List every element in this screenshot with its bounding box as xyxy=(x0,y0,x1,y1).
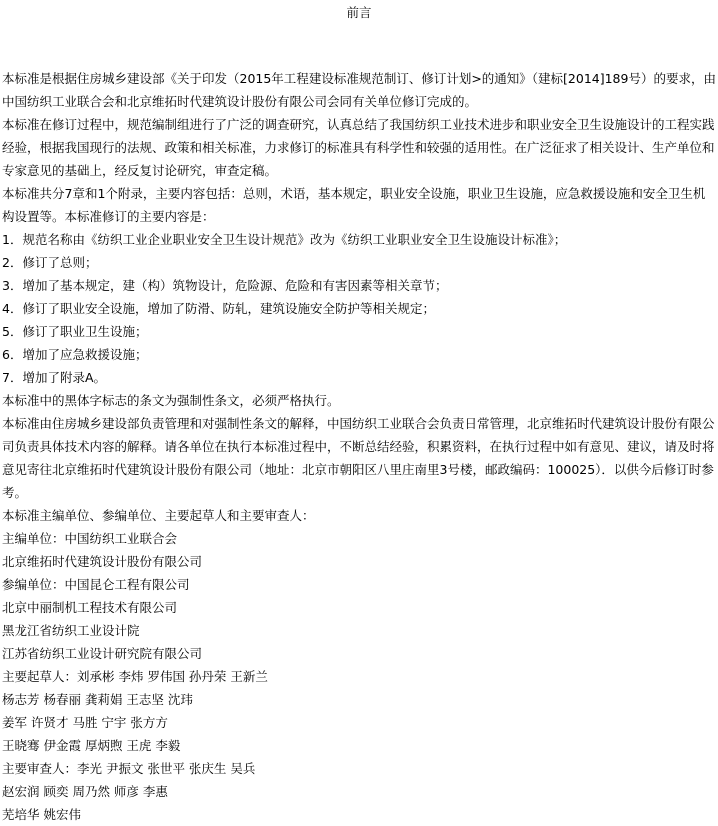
paragraph: 王晓骞 伊金霞 厚炳煦 王虎 李毅 xyxy=(2,738,181,753)
paragraph: 北京维拓时代建筑设计股份有限公司 xyxy=(2,554,203,569)
paragraph: 参编单位：中国昆仑工程有限公司 xyxy=(2,577,190,592)
paragraph: 3．增加了基本规定，建（构）筑物设计，危险源、危险和有害因素等相关章节； xyxy=(2,278,448,293)
document-title: 前言 xyxy=(346,5,372,20)
paragraph: 杨志芳 杨春丽 龚莉娟 王志坚 沈玮 xyxy=(2,692,193,707)
paragraph: 北京中丽制机工程技术有限公司 xyxy=(2,600,178,615)
paragraph: 本标准主编单位、参编单位、主要起草人和主要审查人： xyxy=(2,508,315,523)
paragraph: 7．增加了附录A。 xyxy=(2,370,107,385)
paragraph: 本标准在修订过程中，规范编制组进行了广泛的调查研究，认真总结了我国纺织工业技术进步和职业安全卫生设施设计的工程实践经验，根据我国现行的法规、政策和相关标准，力求修订的标准具有科学性和较强的适用性。在广泛征求了相关设计、生产单位和专家意见的基础上，经反复讨论研究，审查定稿。 xyxy=(2,117,715,178)
paragraph: 江苏省纺织工业设计研究院有限公司 xyxy=(2,646,203,661)
paragraph: 本标准共分7章和1个附录，主要内容包括：总则，术语，基本规定，职业安全设施，职业卫生设施，应急救援设施和安全卫生机构设置等。本标准修订的主要内容是： xyxy=(2,186,706,224)
paragraph: 赵宏润 顾奕 周乃然 师彦 李惠 xyxy=(2,784,168,799)
paragraph: 姜军 许贤才 马胜 宁宇 张方方 xyxy=(2,715,168,730)
paragraph: 黑龙江省纺织工业设计院 xyxy=(2,623,140,638)
paragraph: 主要起草人：刘承彬 李炜 罗伟国 孙丹荣 王新兰 xyxy=(2,669,268,684)
paragraph: 6．增加了应急救援设施； xyxy=(2,347,148,362)
paragraph: 4．修订了职业安全设施，增加了防滑、防轧，建筑设施安全防护等相关规定； xyxy=(2,301,435,316)
paragraph: 主要审查人：李光 尹振文 张世平 张庆生 吴兵 xyxy=(2,761,256,776)
paragraph: 1．规范名称由《纺织工业企业职业安全卫生设计规范》改为《纺织工业职业安全卫生设施设计标准》； xyxy=(2,232,567,247)
paragraph: 主编单位：中国纺织工业联合会 xyxy=(2,531,178,546)
paragraph: 本标准中的黑体字标志的条文为强制性条文，必须严格执行。 xyxy=(2,393,340,408)
paragraph: 本标准由住房城乡建设部负责管理和对强制性条文的解释，中国纺织工业联合会负责日常管理，北京维拓时代建筑设计股份有限公司负责具体技术内容的解释。请各单位在执行本标准过程中，不断总结经验，积累资料，在执行过程中如有意见、建议，请及时将意见寄往北京维拓时代建筑设计股份有限公司（地址：北京市朝阳区八里庄南里3号楼，邮政编码：100025）．以供今后修订时参考。 xyxy=(2,416,715,500)
paragraph: 本标准是根据住房城乡建设部《关于印发（2015年工程建设标准规范制订、修订计划>的通知》（建标[2014]189号）的要求，由中国纺织工业联合会和北京维拓时代建筑设计股份有限公司会同有关单位修订完成的。 xyxy=(2,71,716,109)
document-body xyxy=(2,67,716,826)
paragraph: 5．修订了职业卫生设施； xyxy=(2,324,148,339)
paragraph: 芜培华 姚宏伟 xyxy=(2,807,81,822)
paragraph: 2．修订了总则； xyxy=(2,255,98,270)
